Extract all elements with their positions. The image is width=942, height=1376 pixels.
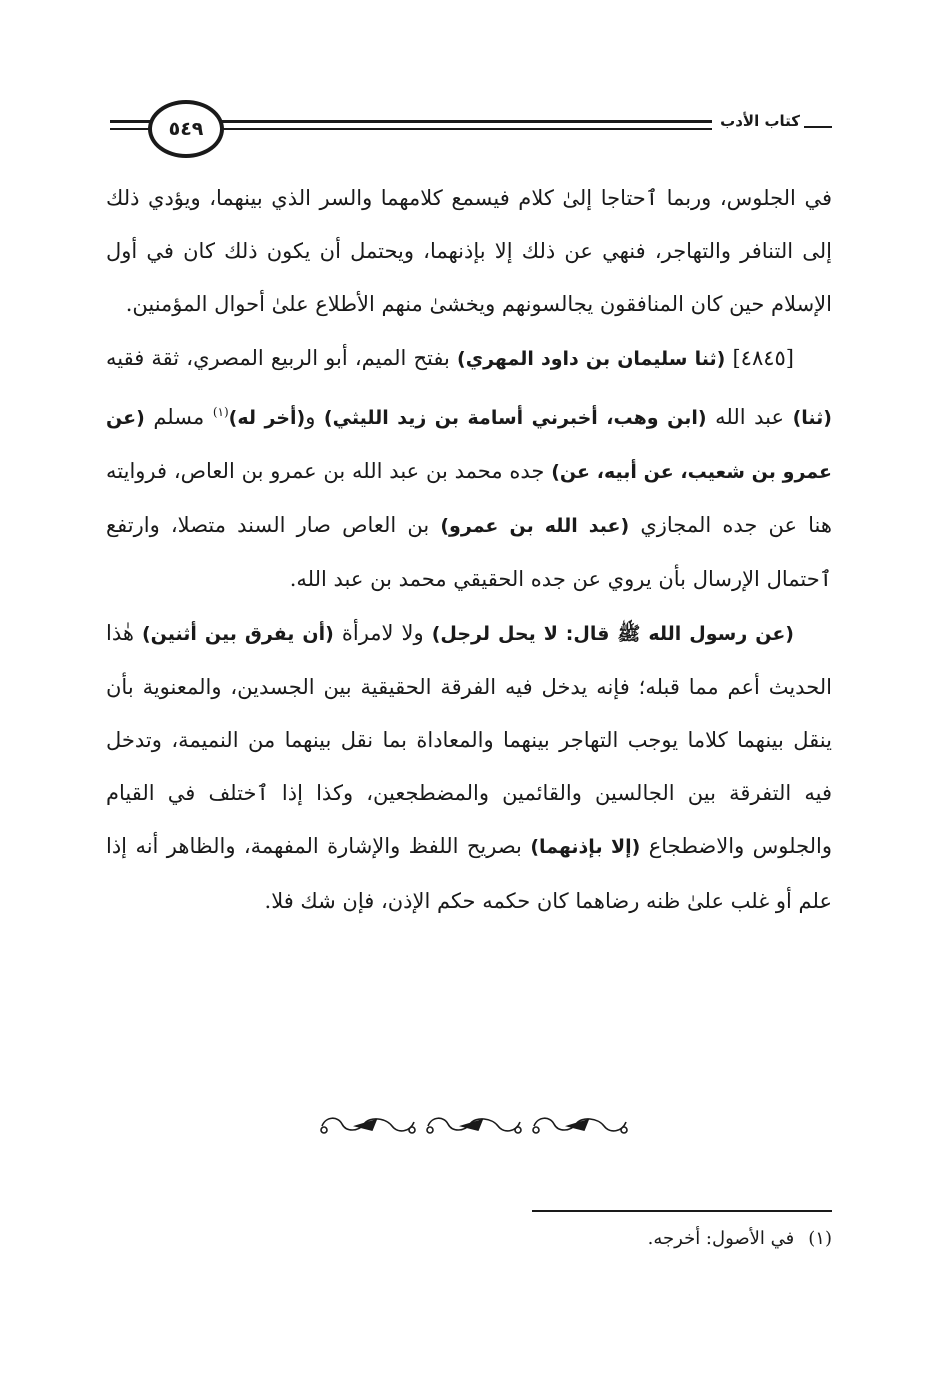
paragraph-2 [106,332,832,607]
main-text [106,172,832,928]
bold-phrase: (ثنا سليمان بن داود المهري) [457,347,726,370]
page-number: ٥٤٩ [148,100,224,158]
running-title: كتاب الأدب [720,112,800,130]
footnote-ref: (١) [212,404,229,419]
bold-phrase: (ثنا) [792,406,832,429]
bold-phrase: (إلا بإذنهما) [530,836,641,859]
bold-phrase: (عبد الله بن عمرو) [440,515,630,538]
text-run: و [305,404,324,429]
ornament-unit [427,1118,521,1133]
text-run: بن العاص صار السند متصلا، وارتفع ٱحتمال الإرسال بأن يروي عن جده الحقيقي محمد بن عبد الله. [106,513,832,592]
paragraph-1: في الجلوس، وربما ٱحتاجا إلىٰ كلام فيسمع كلامهما والسر الذي بينهما، ويؤدي ذلك إلى التنافر والتهاجر، فنهي عن ذلك إلا بإذنهما، ويحتمل أن يكون ذلك كان في أول الإسلام حين كان المنافقون يجالسونهم ويخشىٰ منهم الأطلاع علىٰ أحوال المؤمنين. [106,186,832,317]
text-run: هٰذا الحديث أعم مما قبله؛ فإنه يدخل فيه الفرقة الحقيقية بين الجسدين، والمعنوية بأن ينقل بينهما كلاما يوجب التهاجر بينهما والمعاداة بما نقل بينهما من النميمة، وتدخل فيه التفرقة بين الجالسين والقائمين والمضطجعين، وكذا إذا ٱختلف في القيام والجلوس والاضطجاع [106,620,833,859]
floral-divider-icon [316,1108,632,1144]
footnote-number: (١) [808,1228,832,1249]
bold-phrase: (عن عمرو بن شعيب، عن أبيه، عن) [106,406,832,484]
text-run: بفتح الميم، أبو الربيع المصري، ثقة فقيه [106,345,458,370]
header-rule-middle [222,120,712,123]
bold-phrase: (ابن وهب، أخبرني أسامة بن زيد الليثي) [323,406,707,429]
page-header [110,98,832,168]
hadith-number: [٤٨٤٥] [725,345,794,370]
text-run: بصريح اللفظ والإشارة المفهمة، والظاهر أنه إذا علم أو غلب علىٰ ظنه رضاهما كان حكمه حكم الإذن، فإن شك فلا. [106,834,832,913]
paragraph-3 [106,607,832,928]
text-run: عبد الله [706,404,793,429]
ornament-unit [321,1118,415,1133]
header-rule-left-thin [110,128,150,130]
text-run: مسلم [144,404,213,429]
footnote-separator [532,1210,832,1212]
bold-phrase: (أخر له) [228,406,306,429]
bold-phrase: (أن يفرق بين أثنين) [141,622,334,645]
text-run: ولا لامرأة [333,620,432,645]
header-rule-left [110,120,150,123]
header-rule-middle-thin [222,128,712,130]
ornament-unit [533,1118,627,1133]
bold-phrase: (عن رسول الله ﷺ قال: لا يحل لرجل) [431,622,794,645]
footnote-text: في الأصول: أخرجه. [647,1228,795,1249]
text-run: جده محمد بن عبد الله بن عمرو بن العاص، فروايته هنا عن جده المجازي [106,459,832,538]
footnote [232,1228,832,1249]
header-rule-right [804,126,832,128]
